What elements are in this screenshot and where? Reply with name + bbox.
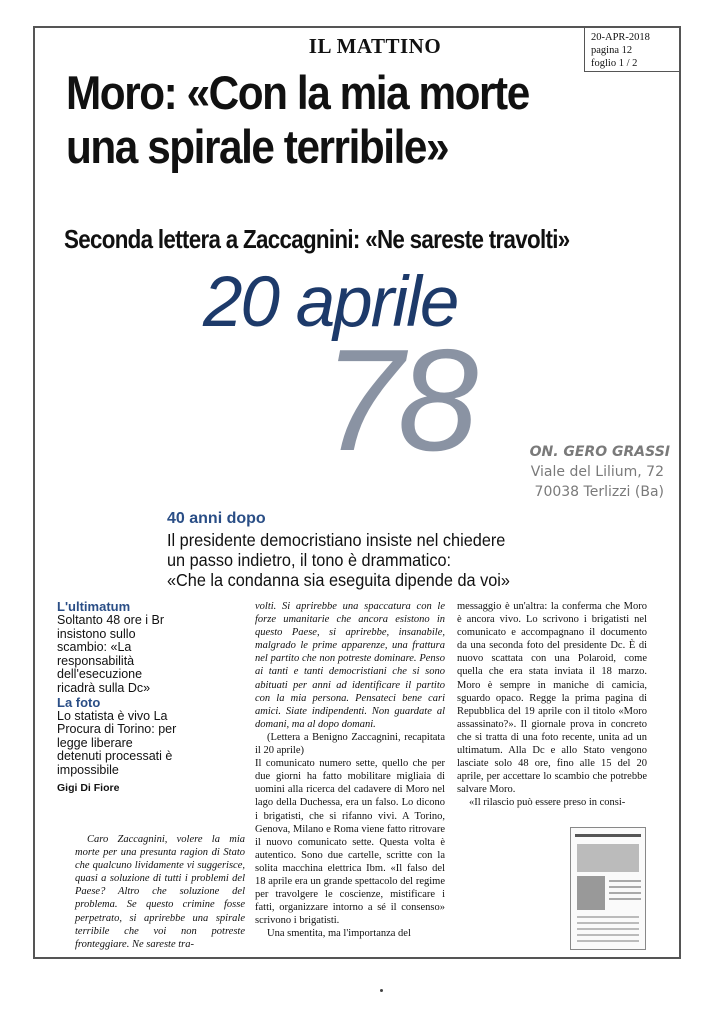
stamp-name: ON. GERO GRASSI — [529, 444, 670, 460]
sidebar-text-ultimatum: Soltanto 48 ore i Br insistono sullo scambio: «La responsabilità dell'esecuzione ricadrà sulla Dc» — [57, 613, 165, 695]
headline-line-2: una spirale terribile» — [66, 120, 449, 173]
sidebar-title-photo: La foto — [57, 694, 101, 710]
front-page-thumbnail — [570, 827, 646, 950]
article-column-2 — [255, 600, 445, 940]
letter-citation: (Lettera a Benigno Zaccagnini, recapitata il 20 aprile) — [255, 731, 445, 757]
clipping-date: 20-APR-2018 — [591, 32, 650, 43]
stamp-city: 70038 Terlizzi (Ba) — [534, 484, 664, 500]
article-body-1: Il comunicato numero sette, quello che per due giorni ha fatto mobilitare migliaia di uomini alla ricerca del cadavere di Moro nel lago della Duchessa, era un falso. Lo dicono i brigatisti, che si rifanno vivi. A Torino, Genova, Milano e Roma viene fatto ritrovare il nuovo comunicato sette. Questa volta è autentico. Sono due cartelle, scritte con la solita macchina elettrica Ibm. «Il falso del 18 aprile era un grande spettacolo del regime per travolgere le coscienze, mistificare i fatti, organizzare intorno a sé il consenso» scrivono i brigatisti. — [255, 758, 445, 927]
subheadline: Seconda lettera a Zaccagnini: «Ne sareste travolti» — [64, 224, 570, 254]
clipping-sheet: foglio 1 / 2 — [591, 58, 638, 69]
article-column-1 — [75, 833, 245, 951]
letter-excerpt-start: Caro Zaccagnini, volere la mia morte per una presunta ragion di Stato che qualcuno lividamente vi suggerisce, quasi a soluzione di tutti i problemi del Paese? Altro che soluzione del problema. Se questo crimine fosse perpetrato, si aprirebbe una spirale terribile che voi non potreste fronteggiare. Ne sareste tra- — [75, 834, 245, 950]
article-body-4: «Il rilascio può essere preso in consi- — [469, 797, 626, 809]
author-byline: Gigi Di Fiore — [57, 781, 120, 794]
headline — [66, 66, 615, 174]
sidebar-summary — [57, 600, 177, 794]
deck-line-1: Il presidente democristiano insiste nel chiedere — [167, 530, 506, 550]
address-stamp — [502, 442, 692, 502]
scan-speck — [380, 989, 383, 992]
date-graphic-day: 20 aprile — [203, 263, 458, 342]
stamp-street: Viale del Lilium, 72 — [530, 464, 664, 480]
article-body-2: Una smentita, ma l'importanza del — [267, 928, 411, 940]
sidebar-title-ultimatum: L'ultimatum — [57, 599, 131, 614]
kicker: 40 anni dopo — [167, 510, 266, 527]
headline-line-1: Moro: «Con la mia morte — [66, 66, 529, 119]
article-column-3 — [457, 600, 647, 810]
date-graphic-year: 78 — [323, 319, 473, 481]
article-body-3: messaggio è un'altra: la conferma che Moro è ancora vivo. Lo scrivono i brigatisti nel comunicato e accompagnano il documento da una seconda foto del presidente Dc. È di nuovo scattata con una Polaroid, come quella che era stata inviata il 18 marzo. Moro è sempre in maniche di camicia, sguardo opaco. Regge la prima pagina di Repubblica del 19 aprile con il titolo «Moro assassinato?». Il giornale prova in concreto che si tratta di una foto recente, unita ad un ultimatum. Alla Dc e allo Stato vengono lasciate solo 48 ore, fino alle 15 del 20 aprile, per accettare lo scambio che potrebbe salvare Moro. — [457, 601, 647, 796]
deck-line-3: «Che la condanna sia eseguita dipende da voi» — [167, 570, 510, 590]
sidebar-text-photo: Lo statista è vivo La Procura di Torino: per legge liberare detenuti processati è impossibile — [57, 708, 177, 777]
clipping-page: pagina 12 — [591, 45, 633, 56]
deck-line-2: un passo indietro, il tono è drammatico: — [167, 550, 452, 570]
letter-excerpt-end: volti. Si aprirebbe una spaccatura con le forze umanitarie che ancora esistono in questo Paese, si aprirebbe, insanabile, malgrado le prime apparenze, una frattura nel partito che non potreste dominare. Penso ai tanti e tanti democristiani che si sono abituati per anni ad identificare il partito con la mia persona. Pensateci bene cari amici. Siate indipendenti. Non guardate al domani, ma al dopo domani. — [255, 601, 445, 730]
masthead: IL MATTINO — [308, 34, 442, 58]
deck — [167, 530, 558, 590]
